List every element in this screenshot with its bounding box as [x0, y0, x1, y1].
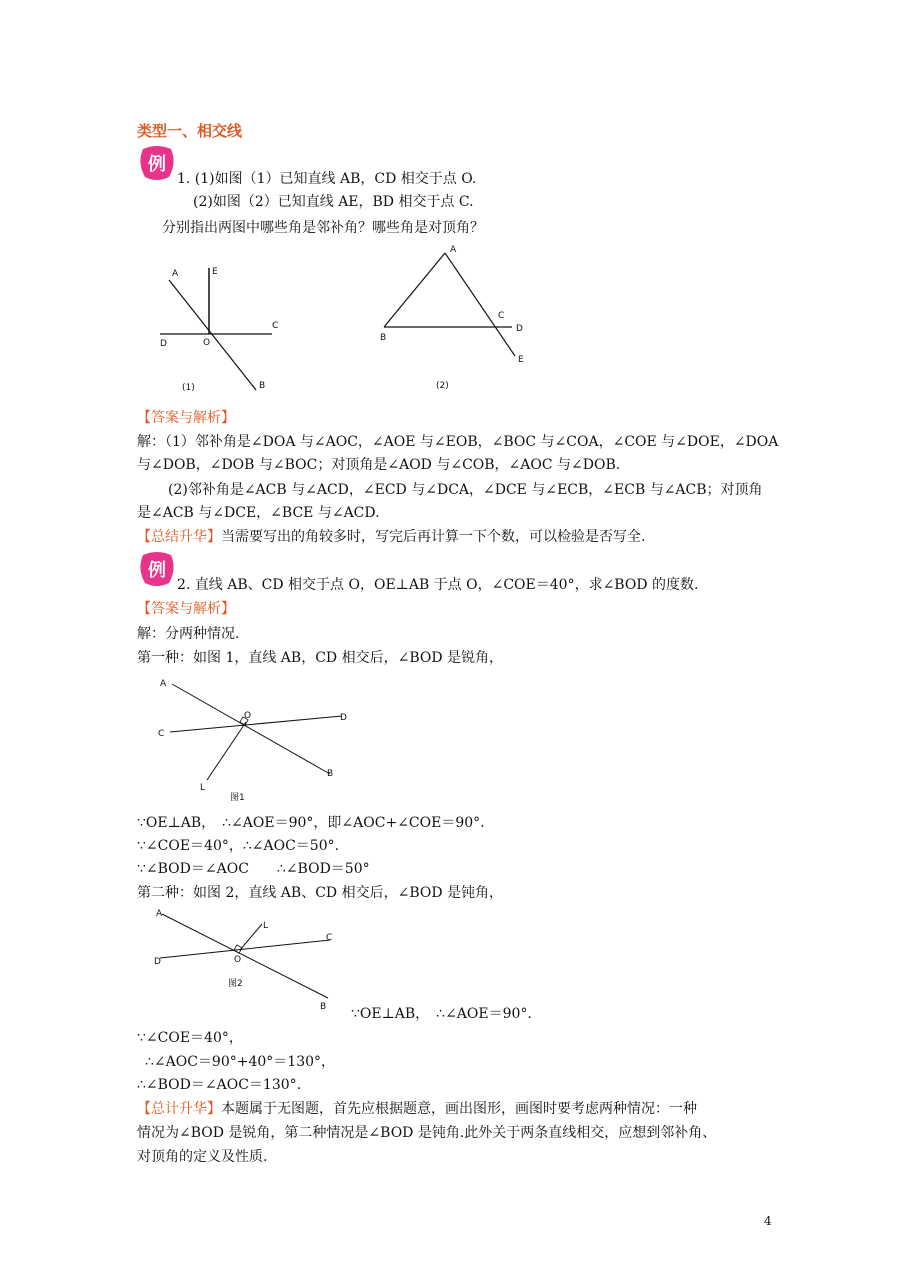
label-D: D [154, 957, 161, 967]
ex1-figure-1 [152, 258, 292, 398]
ex1-answer-line-3: (2)邻补角是∠ACB 与∠ACD，∠ECD 与∠DCA，∠DCE 与∠ECB，∠ECB 与∠ACB；对顶角 [168, 482, 763, 498]
fig1-caption: (1) [182, 383, 195, 393]
fig2-caption: 图2 [228, 979, 243, 989]
ex2-summary-2: 情况为∠BOD 是锐角，第二种情况是∠BOD 是钝角.此外关于两条直线相交，应想到邻补角、 [137, 1125, 717, 1141]
label-B: B [327, 769, 334, 779]
fig2-caption: (2) [436, 381, 449, 391]
ex2-line-1: 解：分两种情况. [137, 626, 240, 642]
label-B: B [380, 333, 387, 343]
ex2-line-7: ∵OE⊥AB， ∴∠AOE＝90°. [351, 1006, 532, 1022]
ex2-line-6: 第二种：如图 2，直线 AB、CD 相交后，∠BOD 是钝角， [137, 885, 504, 901]
ex1-answer-line-4: 是∠ACB 与∠DCE，∠BCE 与∠ACD. [137, 505, 380, 521]
ex2-summary-1 [137, 1100, 697, 1118]
label-A: A [156, 909, 163, 919]
ex2-summary-text-1: 本题属于无图题，首先应根据题意，画出图形，画图时要考虑两种情况：一种 [221, 1101, 697, 1117]
example-badge-icon [137, 143, 177, 183]
ex2-line-5: ∵∠BOD＝∠AOC ∴∠BOD＝50° [137, 861, 370, 877]
label-B: B [259, 381, 266, 391]
label-A: A [450, 245, 457, 255]
ex2-line-2: 第一种：如图 1，直线 AB，CD 相交后，∠BOD 是锐角， [137, 650, 504, 666]
ex1-answer-line-2: 与∠DOB，∠DOB 与∠BOC；对顶角是∠AOD 与∠COB，∠AOC 与∠DOB. [137, 457, 621, 473]
ex2-summary-tag: 【总计升华】 [137, 1101, 221, 1117]
ex2-summary-3: 对顶角的定义及性质. [137, 1149, 268, 1165]
label-D: D [160, 339, 167, 349]
label-B: B [320, 1002, 327, 1012]
ex1-question-1: 1. (1)如图（1）已知直线 AB，CD 相交于点 O. [177, 171, 477, 187]
example-badge-text: 例 [148, 154, 166, 175]
section-title: 类型一、相交线 [137, 122, 243, 140]
ex1-summary-tag: 【总结升华】 [137, 529, 221, 545]
ex1-figure-2 [372, 238, 532, 393]
label-A: A [172, 269, 179, 279]
label-L: L [263, 921, 269, 931]
label-L: L [200, 783, 206, 793]
label-C: C [498, 311, 505, 321]
ex1-summary-text: 当需要写出的角较多时，写完后再计算一下个数，可以检验是否写全. [221, 529, 646, 545]
label-C: C [272, 321, 279, 331]
ex1-answer-tag: 【答案与解析】 [137, 410, 235, 426]
page-number: 4 [764, 1214, 772, 1228]
label-D: D [340, 713, 347, 723]
example-badge-text: 例 [148, 560, 166, 581]
ex2-line-10: ∴∠BOD＝∠AOC＝130°. [137, 1077, 302, 1093]
ex2-figure-1 [152, 674, 362, 806]
ex1-question-3: 分别指出两图中哪些角是邻补角？哪些角是对顶角？ [162, 220, 484, 236]
ex2-answer-tag: 【答案与解析】 [137, 601, 235, 617]
ex1-question-2: (2)如图（2）已知直线 AE，BD 相交于点 C. [193, 194, 474, 210]
label-E: E [212, 267, 218, 277]
label-O: O [244, 711, 252, 721]
ex2-line-8: ∵∠COE＝40°， [137, 1030, 243, 1046]
ex1-summary [137, 528, 645, 546]
ex2-question: 2. 直线 AB、CD 相交于点 O，OE⊥AB 于点 O，∠COE＝40°，求∠BOD 的度数. [177, 577, 699, 593]
ex1-answer-line-1: 解：（1）邻补角是∠DOA 与∠AOC，∠AOE 与∠EOB，∠BOC 与∠COA，∠COE 与∠DOE，∠DOA [137, 434, 779, 450]
ex2-figure-2 [150, 906, 340, 1014]
label-C: C [326, 933, 333, 943]
label-O: O [203, 338, 211, 348]
label-C: C [158, 729, 165, 739]
label-A: A [160, 679, 167, 689]
ex2-line-4: ∵∠COE＝40°，∴∠AOC＝50°. [137, 838, 340, 854]
example-badge-icon [137, 549, 177, 589]
fig1-caption: 图1 [230, 793, 245, 803]
label-D: D [516, 324, 523, 334]
label-E: E [518, 355, 524, 365]
label-O: O [234, 955, 242, 965]
ex2-line-3: ∵OE⊥AB， ∴∠AOE＝90°，即∠AOC+∠COE＝90°. [137, 815, 485, 831]
ex2-line-9: ∴∠AOC＝90°+40°＝130°， [145, 1054, 336, 1070]
